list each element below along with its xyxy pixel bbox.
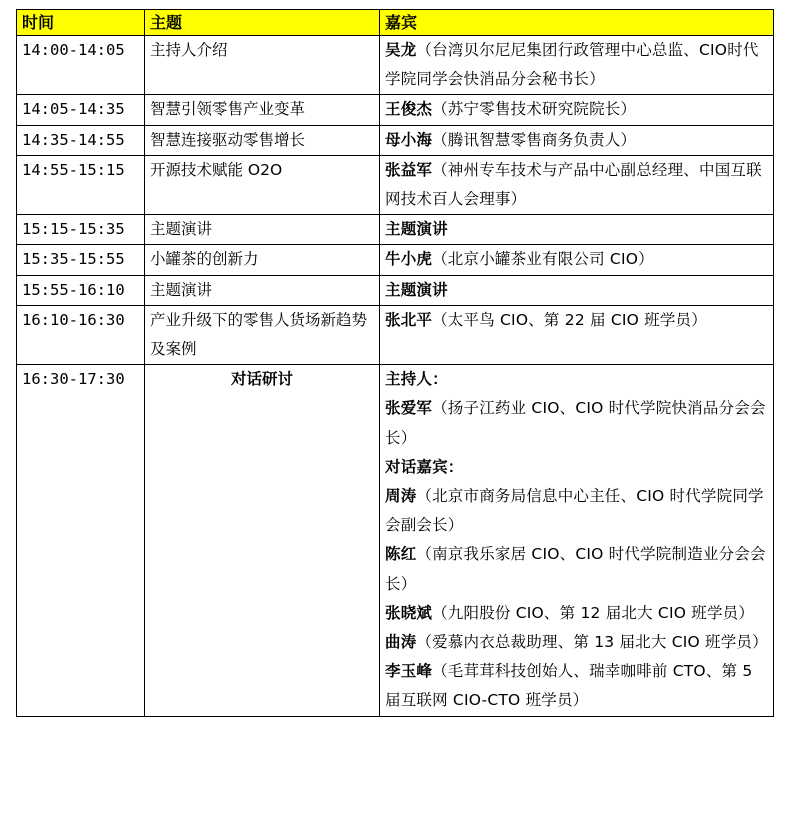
topic-cell: 智慧连接驱动零售增长 — [145, 125, 380, 155]
guest-desc: （苏宁零售技术研究院院长） — [432, 100, 637, 119]
guest-name: 周涛 — [385, 487, 417, 506]
guest-desc: （台湾贝尔尼尼集团行政管理中心总监、CIO时代学院同学会快消品分会秘书长） — [385, 41, 759, 89]
agenda-table — [16, 9, 774, 717]
guest-cell — [380, 215, 774, 245]
guest-desc: （南京我乐家居 CIO、CIO 时代学院制造业分会会长） — [385, 545, 766, 593]
guest-desc: （北京市商务局信息中心主任、CIO 时代学院同学会副会长） — [385, 487, 764, 535]
guest-cell — [380, 36, 774, 95]
topic-cell: 主题演讲 — [145, 215, 380, 245]
guest-cell — [380, 275, 774, 305]
host-entry — [385, 394, 768, 452]
table-row — [17, 95, 774, 125]
guest-desc: （神州专车技术与产品中心副总经理、中国互联网技术百人会理事） — [385, 160, 762, 209]
topic-cell: 主持人介绍 — [145, 36, 380, 95]
topic-cell: 主题演讲 — [145, 275, 380, 305]
guest-name: 牛小虎 — [385, 250, 433, 269]
guest-cell — [380, 95, 774, 125]
topic-cell: 对话研讨 — [145, 365, 380, 716]
topic-cell: 小罐茶的创新力 — [145, 245, 380, 275]
time-cell: 16:10-16:30 — [17, 305, 145, 364]
table-row — [17, 245, 774, 275]
header-topic: 主题 — [145, 10, 380, 36]
time-cell: 14:35-14:55 — [17, 125, 145, 155]
guest-cell — [380, 125, 774, 155]
guests-label: 对话嘉宾： — [385, 457, 464, 476]
guest-name: 吴龙 — [385, 41, 417, 59]
guest-name: 张晓斌 — [385, 603, 433, 622]
guest-name: 张北平 — [385, 310, 433, 329]
guest-name: 王俊杰 — [385, 100, 433, 119]
time-cell: 14:55-15:15 — [17, 155, 145, 214]
guest-desc: （扬子江药业 CIO、CIO 时代学院快消品分会会长） — [385, 399, 766, 447]
topic-cell: 产业升级下的零售人货场新趋势及案例 — [145, 305, 380, 364]
table-row — [17, 275, 774, 305]
time-cell: 14:00-14:05 — [17, 36, 145, 95]
time-cell: 16:30-17:30 — [17, 365, 145, 716]
panel-guest-entry — [385, 628, 768, 657]
guest-desc: （毛茸茸科技创始人、瑞幸咖啡前 CTO、第 5 届互联网 CIO-CTO 班学员） — [385, 662, 753, 710]
guest-desc: （腾讯智慧零售商务负责人） — [432, 130, 637, 149]
topic-cell: 智慧引领零售产业变革 — [145, 95, 380, 125]
guest-cell — [380, 155, 774, 214]
panel-guest-entry — [385, 482, 768, 540]
header-guest: 嘉宾 — [380, 10, 774, 36]
time-cell: 15:55-16:10 — [17, 275, 145, 305]
time-cell: 15:15-15:35 — [17, 215, 145, 245]
table-row — [17, 155, 774, 214]
time-cell: 14:05-14:35 — [17, 95, 145, 125]
guest-name: 陈红 — [385, 545, 417, 564]
panel-guest-entry — [385, 657, 768, 715]
topic-cell: 开源技术赋能 O2O — [145, 155, 380, 214]
guest-desc: （北京小罐茶业有限公司 CIO） — [432, 250, 654, 269]
guest-name: 张爱军 — [385, 399, 433, 418]
table-row — [17, 36, 774, 95]
guest-name: 李玉峰 — [385, 662, 433, 681]
guest-cell — [380, 305, 774, 364]
table-row-panel — [17, 365, 774, 716]
table-row — [17, 125, 774, 155]
guest-desc: （太平鸟 CIO、第 22 届 CIO 班学员） — [432, 310, 707, 329]
table-row — [17, 215, 774, 245]
guest-cell — [380, 245, 774, 275]
guest-name: 曲涛 — [385, 633, 417, 652]
guest-cell — [380, 365, 774, 716]
table-row — [17, 305, 774, 364]
header-time: 时间 — [17, 10, 145, 36]
panel-guest-entry — [385, 540, 768, 598]
header-row — [17, 10, 774, 36]
time-cell: 15:35-15:55 — [17, 245, 145, 275]
guest-name: 母小海 — [385, 130, 433, 149]
guest-desc: （九阳股份 CIO、第 12 届北大 CIO 班学员） — [432, 603, 755, 622]
host-label: 主持人： — [385, 370, 448, 389]
panel-guest-entry — [385, 599, 768, 628]
guest-name: 主题演讲 — [385, 220, 448, 239]
guest-name: 主题演讲 — [385, 280, 448, 299]
guest-desc: （爱慕内衣总裁助理、第 13 届北大 CIO 班学员） — [416, 633, 768, 652]
guest-name: 张益军 — [385, 160, 433, 179]
